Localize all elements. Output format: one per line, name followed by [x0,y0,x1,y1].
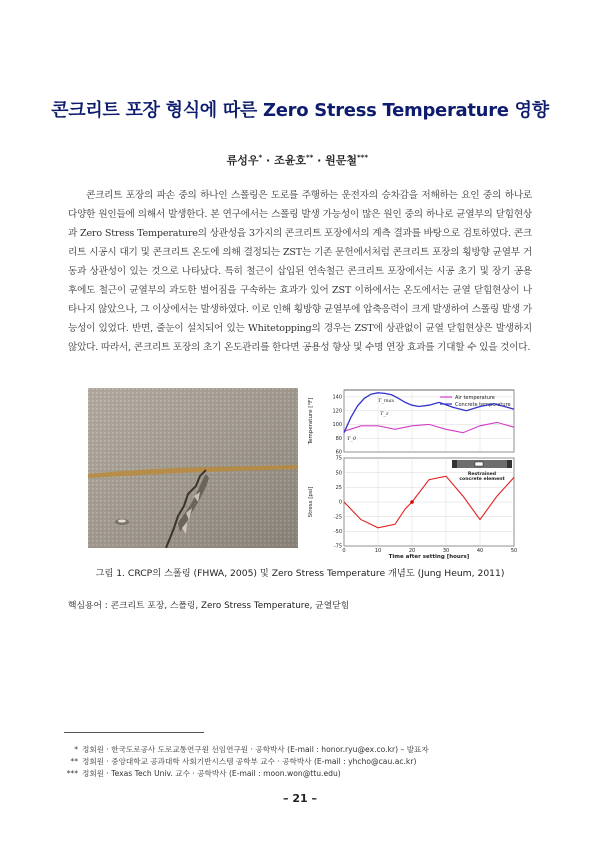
zst-chart-svg [304,388,518,560]
author-3: 원문철 [325,154,358,167]
keywords-label: 핵심용어 : [68,601,111,611]
bottom-y-tick-label: -75 [333,543,342,550]
bottom-y-tick-label: 25 [335,485,342,492]
x-axis-label: Time after setting [hours] [388,554,470,560]
bottom-y-tick-label: 0 [338,499,342,506]
footnote-3 [64,768,341,779]
annotation-t0: T_0 [347,436,357,442]
page-number: – 21 – [283,792,317,805]
x-tick-label: 20 [408,548,416,554]
author-2: 조윤호 [274,154,306,167]
top-y-tick-label: 100 [332,422,342,429]
author-2-mark: ** [305,153,314,162]
annotation-tmax: T_max [378,398,395,404]
legend-concrete: Concrete temperature [455,402,511,408]
footnote-mark: ** [70,757,78,766]
footnote-text: 정회원 · Texas Tech Univ. 교수 · 공학박사 (E-mail : moon.won@ttu.edu) [82,769,341,778]
figure-caption: 그림 1. CRCP의 스폴링 (FHWA, 2005) 및 Zero Stress Temperature 개념도 (Jung Heum, 2011) [95,568,505,579]
x-tick-label: 30 [442,548,450,554]
abstract-paragraph: 콘크리트 포장의 파손 중의 하나인 스폴링은 도로를 주행하는 운전자의 승차감을 저해하는 요인 중의 하나로 다양한 원인들에 의해서 발생한다. 본 연구에서는 스폴링 발생 가능성이 많은 원인 중의 하나로 균열부의 닫힘현상과 Zero Stress Temperature의 상관성을 3가지의 콘크리트 포장에서의 계측 결과를 바탕으로 검토하였다. 콘크리트 시공시 대기 및 콘크리트 온도에 의해 결정되는 ZST는 기존 문헌에서처럼 콘크리트 포장의 횡방향 균열부 거동과 상관성이 있는 것으로 나타났다. 특히 철근이 삽입된 연속철근 콘크리트 포장에서는 시공 초기 및 장기 공용 후에도 철근이 균열부의 과도한 벌어짐을 구속하는 효과가 있어 ZST 이하에서는 온도에서는 균열 닫힘현상이 나타나지 않았으나, 그 이상에서는 발생하였다. 이로 인해 횡방향 균열부에 압축응력이 크게 발생하여 스폴링 발생 가능성이 있었다. 반면, 줄눈이 설치되어 있는 Whitetopping의 경우는 ZST에 상관없이 균열 닫힘현상은 발생하지 않았다. 따라서, 콘크리트 포장의 초기 온도관리를 한다면 공용성 향상 및 수명 연장 효과를 기대할 수 있을 것이다. [68,190,532,353]
footnote-2 [64,756,416,767]
keywords-text: 콘크리트 포장, 스폴링, Zero Stress Temperature, 균열닫힘 [110,601,350,611]
spalling-crack-photo [88,388,298,548]
top-y-axis-label: Temperature [°F] [308,397,314,445]
zero-stress-marker [410,500,414,504]
bottom-y-tick-label: -25 [333,514,342,521]
legend-air: Air temperature [455,395,495,401]
keywords-line [68,598,349,611]
author-3-mark: *** [357,153,368,162]
author-separator: · [262,154,275,167]
bottom-y-tick-label: 50 [335,470,342,477]
footnote-text: 정회원 · 중앙대학교 공과대학 사회기반시스템 공학부 교수 · 공학박사 (E-mail : yhcho@cau.ac.kr) [82,757,417,766]
bottom-y-tick-label: 75 [335,455,342,462]
paper-title: 콘크리트 포장 형식에 따른 Zero Stress Temperature 영향 [51,100,549,121]
restrained-element-label: Restrained concrete element [459,472,505,482]
author-1-mark: * [258,153,263,162]
x-tick-label: 40 [476,548,484,554]
x-tick-label: 10 [374,548,382,554]
author-1: 류성우 [226,154,259,167]
author-line [227,152,368,168]
zst-concept-diagram [304,388,518,560]
bottom-y-tick-label: -50 [333,529,342,536]
footnote-text: 정회원 · 한국도로공사 도로교통연구원 선임연구원 · 공학박사 (E-mail : honor.ryu@ex.co.kr) – 발표자 [82,745,429,754]
top-y-tick-label: 120 [332,408,342,415]
top-y-tick-label: 140 [332,394,342,401]
x-tick-label: 0 [342,548,346,554]
top-y-tick-label: 60 [335,449,342,456]
x-tick-label: 50 [510,548,518,554]
top-y-tick-label: 80 [335,435,342,442]
footnote-1 [64,744,429,755]
bottom-y-axis-label: Stress [psi] [308,486,314,518]
annotation-tz: T_z [380,411,389,417]
author-separator: · [313,154,326,167]
footnote-mark: * [74,745,78,754]
footnote-rule [64,732,204,733]
footnote-mark: *** [66,769,78,778]
